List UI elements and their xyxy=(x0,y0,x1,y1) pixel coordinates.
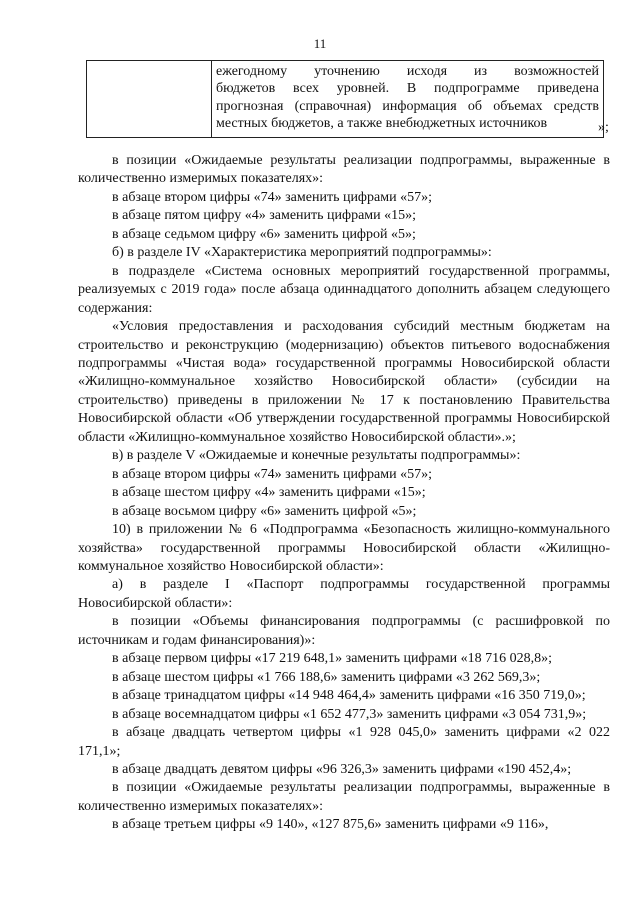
paragraph: в подразделе «Система основных мероприятий государственной программы, реализуемых с 2019 года» после абзаца одиннадцатого дополнить абзацем следующего содержания: xyxy=(78,263,610,316)
continuation-table xyxy=(86,60,604,138)
paragraph: в абзаце тринадцатом цифры «14 948 464,4» заменить цифрами «16 350 719,0»; xyxy=(112,688,586,704)
paragraph: в абзаце двадцать четвертом цифры «1 928 045,0» заменить цифрами «2 022 171,1»; xyxy=(78,725,610,759)
document-body xyxy=(78,152,610,835)
paragraph: 10) в приложении № 6 «Подпрограмма «Безопасность жилищно-коммунального хозяйства» государственной программы Новосибирской области «Жилищно-коммунальное хозяйство Новосибирской области»: xyxy=(78,522,610,574)
paragraph: в) в разделе V «Ожидаемые и конечные результаты подпрограммы»: xyxy=(112,448,521,464)
table-line: ежегодному уточнению исходя из возможностей xyxy=(216,64,599,79)
paragraph: а) в разделе I «Паспорт подпрограммы государственной программы Новосибирской области»: xyxy=(78,577,610,611)
table-line: местных бюджетов, а также внебюджетных источников xyxy=(216,115,548,131)
paragraph: в абзаце втором цифры «74» заменить цифрами «57»; xyxy=(112,466,432,482)
paragraph: в позиции «Ожидаемые результаты реализации подпрограммы, выраженные в количественно измеримых показателях»: xyxy=(78,153,610,187)
paragraph: в позиции «Объемы финансирования подпрограммы (с расшифровкой по источникам и годам финансирования)»: xyxy=(78,614,610,648)
paragraph: в абзаце шестом цифры «1 766 188,6» заменить цифрами «3 262 569,3»; xyxy=(112,669,541,685)
table-line: бюджетов всех уровней. В подпрограмме приведена xyxy=(216,81,599,97)
paragraph: в абзаце третьем цифры «9 140», «127 875,6» заменить цифрами «9 116», xyxy=(112,817,549,833)
paragraph: в позиции «Ожидаемые результаты реализации подпрограммы, выраженные в количественно измеримых показателях»: xyxy=(78,780,610,814)
table-cell-text xyxy=(212,61,604,138)
paragraph: в абзаце втором цифры «74» заменить цифрами «57»; xyxy=(112,189,432,205)
page-number: 11 xyxy=(313,36,327,51)
paragraph: в абзаце пятом цифру «4» заменить цифрами «15»; xyxy=(112,208,417,224)
paragraph: в абзаце восьмом цифру «6» заменить цифрой «5»; xyxy=(112,503,417,519)
paragraph: в абзаце восемнадцатом цифры «1 652 477,3» заменить цифрами «3 054 731,9»; xyxy=(112,706,587,722)
table-cell-empty xyxy=(87,61,212,138)
table-closing-quote: »; xyxy=(598,120,609,135)
paragraph: в абзаце двадцать девятом цифры «96 326,3» заменить цифрами «190 452,4»; xyxy=(112,761,572,777)
paragraph: «Условия предоставления и расходования субсидий местным бюджетам на строительство и реконструкцию (модернизацию) объектов питьевого водоснабжения подпрограммы «Чистая вода» государственной программы Новосибирской области «Жилищно-коммунальное хозяйство Новосибирской области» (субсидии на строительство) приведены в приложении № 17 к постановлению Правительства Новосибирской области «Об утверждении государственной программы Новосибирской области «Жилищно-коммунальное хозяйство Новосибирской области».»; xyxy=(78,319,610,445)
paragraph: в абзаце седьмом цифру «6» заменить цифрой «5»; xyxy=(112,226,416,242)
table-line: прогнозная (справочная) информация об объемах средств xyxy=(216,98,599,114)
paragraph: б) в разделе IV «Характеристика мероприятий подпрограммы»: xyxy=(112,245,492,261)
paragraph: в абзаце первом цифры «17 219 648,1» заменить цифрами «18 716 028,8»; xyxy=(112,651,552,667)
paragraph: в абзаце шестом цифру «4» заменить цифрами «15»; xyxy=(112,485,426,501)
